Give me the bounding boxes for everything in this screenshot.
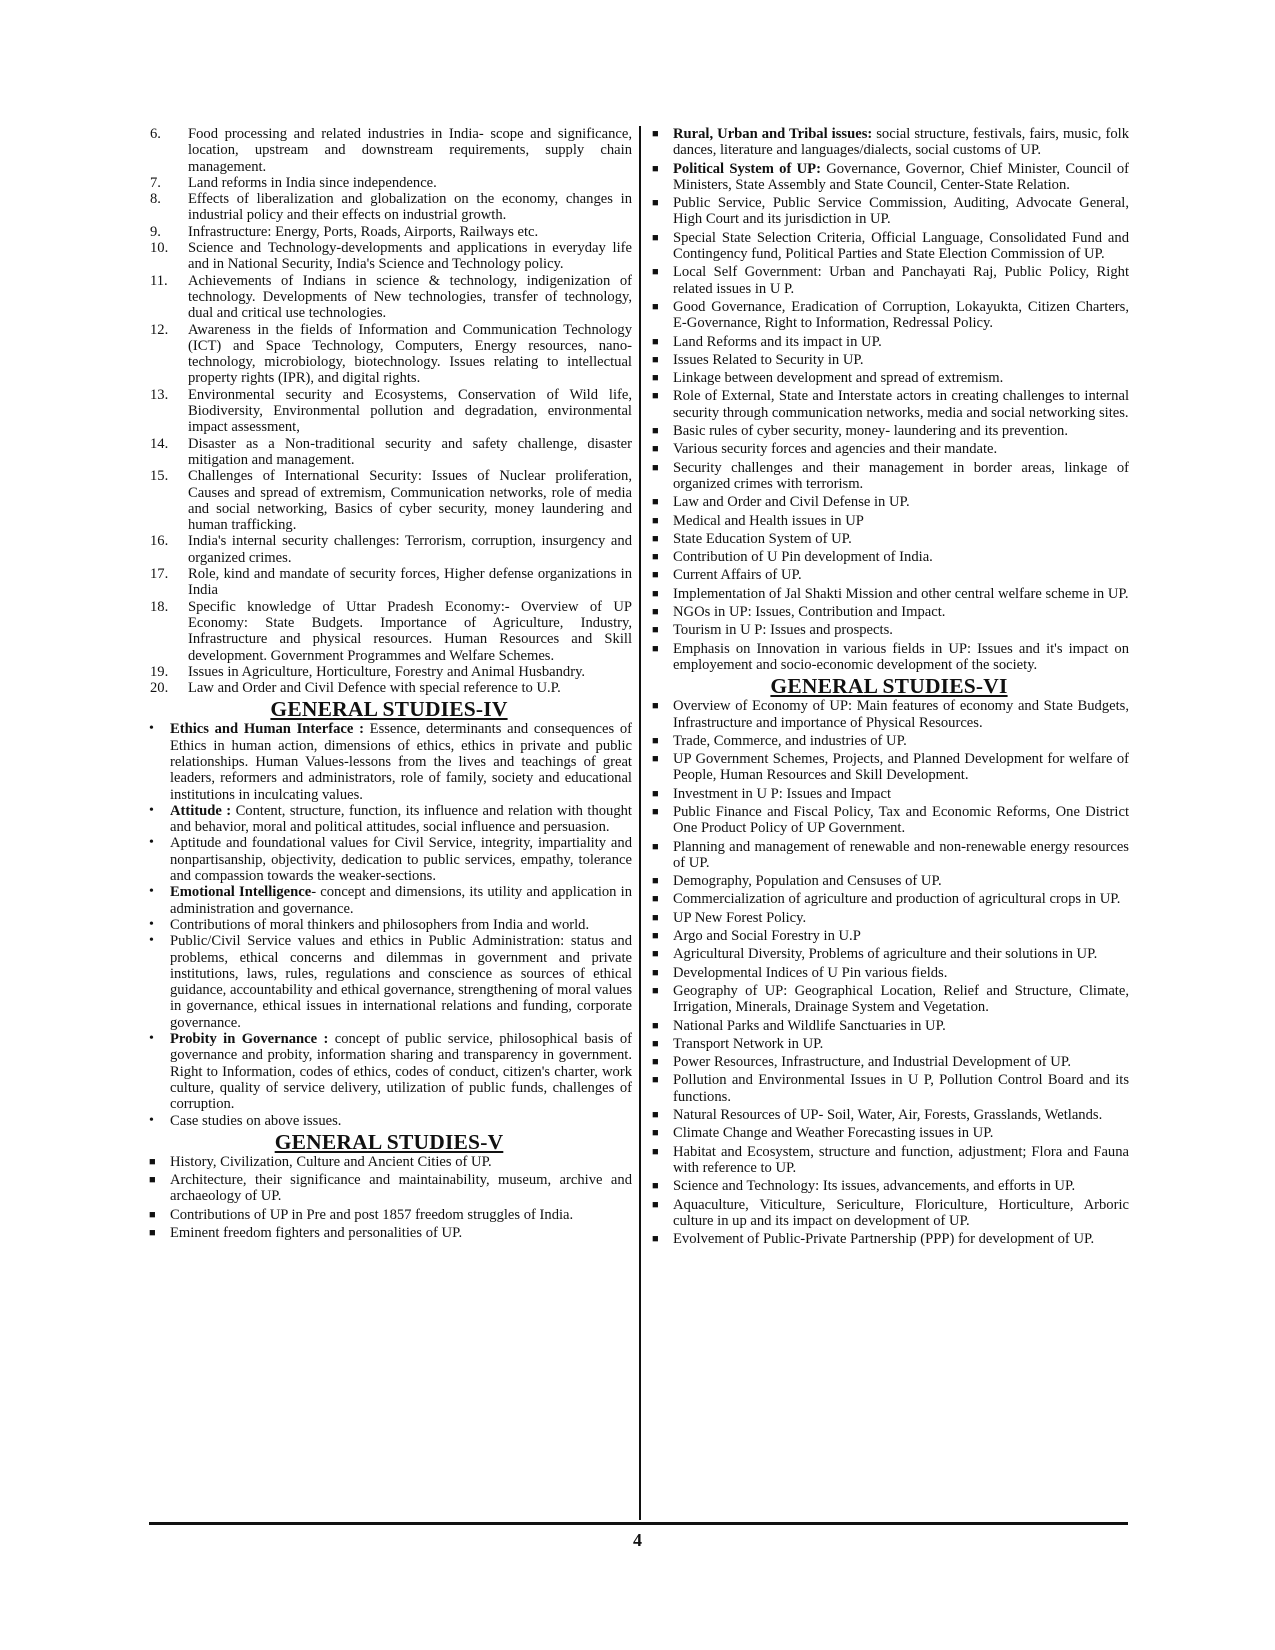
item-text: Emphasis on Innovation in various fields in UP: Issues and it's impact on employement and socio-economic development of the society.	[673, 640, 1129, 673]
bullet-square-icon: ■	[652, 128, 659, 140]
list-item	[146, 1207, 632, 1223]
list-item	[649, 604, 1129, 620]
bullet-square-icon: ■	[652, 911, 659, 924]
item-text: State Education System of UP.	[673, 530, 852, 547]
item-text: Architecture, their significance and maintainability, museum, archive and archaeology of UP.	[170, 1172, 632, 1205]
column-divider	[639, 126, 641, 1520]
item-text: Local Self Government: Urban and Panchayati Raj, Public Policy, Right related issues in U P.	[673, 264, 1129, 297]
bullet-square-icon: ■	[652, 461, 659, 474]
bullet-square-icon: ■	[652, 266, 659, 279]
bullet-square-icon: ■	[652, 642, 659, 655]
item-text: Law and Order and Civil Defense in UP.	[673, 494, 910, 511]
list-item	[649, 513, 1129, 529]
item-text: Commercialization of agriculture and production of agricultural crops in UP.	[673, 891, 1121, 908]
item-number: 9.	[150, 223, 161, 240]
list-item	[146, 322, 632, 387]
bullet-dot-icon: •	[149, 916, 154, 932]
item-text: Evolvement of Public-Private Partnership (PPP) for development of UP.	[673, 1231, 1095, 1248]
item-text: social structure, festivals, fairs, music, folk dances, literature and languages/dialects, social customs of UP.	[673, 126, 1129, 159]
bullet-square-icon: ■	[652, 930, 659, 943]
list-item	[649, 388, 1129, 421]
item-text: Infrastructure: Energy, Ports, Roads, Airports, Railways etc.	[188, 223, 539, 240]
bullet-square-icon: ■	[652, 1145, 659, 1158]
list-item	[146, 721, 632, 802]
list-item	[649, 423, 1129, 439]
item-text: Land reforms in India since independence.	[188, 174, 437, 191]
item-text: Demography, Population and Censuses of UP.	[673, 873, 942, 890]
bullet-square-icon: ■	[652, 840, 659, 853]
bullet-square-icon: ■	[652, 787, 659, 800]
item-text: UP New Forest Policy.	[673, 909, 807, 926]
list-item	[649, 1125, 1129, 1141]
bullet-square-icon: ■	[652, 300, 659, 313]
list-item	[649, 1036, 1129, 1052]
item-number: 12.	[150, 321, 169, 338]
bullet-square-icon: ■	[652, 197, 659, 210]
list-item	[649, 567, 1129, 583]
bullet-square-icon: ■	[652, 875, 659, 888]
list-item	[649, 161, 1129, 194]
item-text: Medical and Health issues in UP	[673, 512, 864, 529]
list-item	[649, 1018, 1129, 1034]
right-column	[649, 126, 1129, 1249]
bullet-square-icon: ■	[652, 753, 659, 766]
item-text: Current Affairs of UP.	[673, 567, 802, 584]
list-item	[649, 334, 1129, 350]
bullet-square-icon: ■	[149, 1155, 156, 1168]
item-text: Contributions of UP in Pre and post 1857 freedom struggles of India.	[170, 1206, 574, 1223]
item-text: Food processing and related industries in India- scope and significance, location, upstream and downstream requirements, supply chain management.	[188, 126, 632, 175]
item-text: Law and Order and Civil Defence with special reference to U.P.	[188, 680, 561, 697]
item-number: 15.	[150, 468, 169, 485]
list-item	[649, 751, 1129, 784]
list-item	[146, 1031, 632, 1112]
bullet-dot-icon: •	[149, 835, 154, 851]
item-text: Issues in Agriculture, Horticulture, Forestry and Animal Husbandry.	[188, 663, 586, 680]
bullet-dot-icon: •	[149, 884, 154, 900]
list-item	[649, 965, 1129, 981]
item-text: Implementation of Jal Shakti Mission and other central welfare scheme in UP.	[673, 585, 1129, 602]
list-item	[146, 387, 632, 436]
item-lead: Emotional Intelligence	[170, 884, 312, 901]
list-item	[649, 195, 1129, 228]
item-text: Essence, determinants and consequences of Ethics in human action, dimensions of ethics, ethics in private and public relationships. Human Values-lessons from the lives and teachings of great leaders, reformers and administrators, role of family, society and educational institutions in inculcating values.	[170, 721, 632, 803]
item-text: Specific knowledge of Uttar Pradesh Economy:- Overview of UP Economy: State Budgets. Importance of Agriculture, Industry, Infrastructure and physical resources. Human Resources and Skill development. Government Programmes and Welfare Schemes.	[188, 598, 632, 664]
item-text: Investment in U P: Issues and Impact	[673, 785, 892, 802]
item-lead: Political System of UP:	[673, 160, 821, 177]
item-text: Argo and Social Forestry in U.P	[673, 928, 861, 945]
list-item	[649, 733, 1129, 749]
item-text: Public/Civil Service values and ethics in Public Administration: status and problems, ethical concerns and dilemmas in government and private institutions, laws, rules, regulations and conscience as sources of ethical guidance, accountability and ethical governance, strengthening of moral values in governance, ethical issues in international relations and funding, corporate governance.	[170, 933, 632, 1031]
list-item	[649, 1231, 1129, 1247]
item-text: Trade, Commerce, and industries of UP.	[673, 732, 907, 749]
bullet-dot-icon: •	[149, 933, 154, 949]
list-item	[146, 436, 632, 469]
item-text: India's internal security challenges: Terrorism, corruption, insurgency and organized crimes.	[188, 533, 632, 566]
item-lead: Ethics and Human Interface :	[170, 721, 364, 738]
list-item	[649, 983, 1129, 1016]
bullet-dot-icon: •	[149, 802, 154, 818]
item-text: Role, kind and mandate of security forces, Higher defense organizations in India	[188, 566, 632, 599]
item-text: Issues Related to Security in UP.	[673, 351, 864, 368]
gs4-topic-list	[146, 721, 632, 1128]
footer-rule	[149, 1522, 1128, 1525]
list-item	[146, 566, 632, 599]
item-text: Overview of Economy of UP: Main features of economy and State Budgets, Infrastructure and importance of Physical Resources.	[673, 698, 1129, 731]
list-item	[146, 803, 632, 836]
list-item	[649, 786, 1129, 802]
list-item	[146, 273, 632, 322]
bullet-square-icon: ■	[652, 532, 659, 545]
page-number: 4	[633, 1530, 642, 1550]
item-text: Effects of liberalization and globalization on the economy, changes in industrial policy and their effects on industrial growth.	[188, 191, 632, 224]
item-text: Role of External, State and Interstate actors in creating challenges to internal security through communication networks, media and social networking sites.	[673, 388, 1129, 421]
item-text: Challenges of International Security: Issues of Nuclear proliferation, Causes and spread of extremism, Communication networks, role of media and social networking, Basics of cyber security, money laundering and human trafficking.	[188, 468, 632, 534]
list-item	[649, 1144, 1129, 1177]
list-item	[649, 370, 1129, 386]
item-text: Agricultural Diversity, Problems of agriculture and their solutions in UP.	[673, 946, 1098, 963]
item-text: Developmental Indices of U Pin various fields.	[673, 964, 948, 981]
list-item	[649, 126, 1129, 159]
numbered-topic-list	[146, 126, 632, 696]
item-text: Good Governance, Eradication of Corruption, Lokayukta, Citizen Charters, E-Governance, Right to Information, Redressal Policy.	[673, 298, 1129, 332]
item-number: 8.	[150, 191, 161, 208]
item-text: History, Civilization, Culture and Ancient Cities of UP.	[170, 1153, 492, 1170]
gs6-topic-list	[649, 698, 1129, 1247]
list-item	[146, 680, 632, 696]
gs6-heading: GENERAL STUDIES-VI	[770, 674, 1008, 699]
list-item	[649, 928, 1129, 944]
bullet-square-icon: ■	[652, 443, 659, 456]
item-text: Public Finance and Fiscal Policy, Tax and Economic Reforms, One District One Product Policy of UP Government.	[673, 803, 1129, 837]
list-item	[146, 1172, 632, 1205]
bullet-square-icon: ■	[652, 1019, 659, 1032]
item-text: National Parks and Wildlife Sanctuaries in UP.	[673, 1017, 946, 1034]
bullet-square-icon: ■	[652, 1233, 659, 1246]
item-number: 20.	[150, 680, 169, 697]
bullet-square-icon: ■	[652, 984, 659, 997]
item-text: Transport Network in UP.	[673, 1035, 824, 1052]
bullet-square-icon: ■	[652, 948, 659, 961]
item-text: Science and Technology-developments and applications in everyday life and in National Security, India's Science and Technology policy.	[188, 240, 632, 273]
list-item	[146, 1154, 632, 1170]
item-text: Contribution of U Pin development of India.	[673, 549, 933, 566]
list-item	[649, 641, 1129, 674]
item-lead: Attitude :	[170, 802, 232, 819]
list-item	[649, 494, 1129, 510]
bullet-square-icon: ■	[652, 624, 659, 637]
item-text: Achievements of Indians in science & technology, indigenization of technology. Developments of New technologies, transfer of technology, dual and critical use technologies.	[188, 272, 632, 322]
bullet-square-icon: ■	[652, 700, 659, 713]
bullet-square-icon: ■	[652, 390, 659, 403]
left-column	[146, 126, 632, 1243]
list-item	[649, 804, 1129, 837]
bullet-dot-icon: •	[149, 1031, 154, 1047]
item-text: Various security forces and agencies and their mandate.	[673, 441, 998, 458]
item-text: Contributions of moral thinkers and philosophers from India and world.	[170, 916, 590, 933]
item-lead: Rural, Urban and Tribal issues:	[673, 126, 873, 142]
item-text: Linkage between development and spread of extremism.	[673, 370, 1004, 387]
bullet-square-icon: ■	[149, 1208, 156, 1221]
bullet-square-icon: ■	[652, 805, 659, 818]
list-item	[649, 441, 1129, 457]
item-text: NGOs in UP: Issues, Contribution and Impact.	[673, 604, 946, 621]
list-item	[649, 1197, 1129, 1230]
list-item	[146, 126, 632, 175]
item-text: UP Government Schemes, Projects, and Planned Development for welfare of People, Human Resources and Skill Development.	[673, 751, 1129, 784]
bullet-square-icon: ■	[652, 1127, 659, 1140]
item-text: Pollution and Environmental Issues in U P, Pollution Control Board and its functions.	[673, 1072, 1129, 1105]
item-text: Special State Selection Criteria, Official Language, Consolidated Fund and Contingency fund, Political Parties and State Election Commission of UP.	[673, 229, 1129, 263]
bullet-square-icon: ■	[149, 1174, 156, 1187]
item-text: - concept and dimensions, its utility and application in administration and governance.	[170, 884, 632, 917]
item-text: Aptitude and foundational values for Civil Service, integrity, impartiality and nonpartisanship, objectivity, dedication to public services, empathy, tolerance and compassion towards the weaker-sections.	[170, 835, 632, 885]
bullet-square-icon: ■	[652, 1109, 659, 1122]
item-text: Basic rules of cyber security, money- laundering and its prevention.	[673, 423, 1068, 440]
item-text: Geography of UP: Geographical Location, Relief and Structure, Climate, Irrigation, Minerals, Drainage System and Vegetation.	[673, 982, 1129, 1016]
item-text: Environmental security and Ecosystems, Conservation of Wild life, Biodiversity, Environmental pollution and degradation, environmental impact assessment,	[188, 386, 632, 436]
list-item	[649, 531, 1129, 547]
item-text: Eminent freedom fighters and personalities of UP.	[170, 1225, 463, 1241]
bullet-square-icon: ■	[652, 353, 659, 366]
list-item	[649, 891, 1129, 907]
item-text: Planning and management of renewable and non-renewable energy resources of UP.	[673, 838, 1129, 871]
bullet-square-icon: ■	[652, 496, 659, 509]
item-number: 13.	[150, 386, 169, 403]
item-text: Habitat and Ecosystem, structure and function, adjustment; Flora and Fauna with reference to UP.	[673, 1143, 1129, 1176]
item-text: Governance, Governor, Chief Minister, Council of Ministers, State Assembly and State Council, Center-State Relation.	[673, 160, 1129, 193]
bullet-square-icon: ■	[652, 514, 659, 527]
list-item	[649, 946, 1129, 962]
list-item	[146, 191, 632, 224]
list-item	[649, 839, 1129, 872]
list-item	[146, 224, 632, 240]
gs5-continued-list	[649, 126, 1129, 673]
item-text: Aquaculture, Viticulture, Sericulture, Floriculture, Horticulture, Arboric culture in up and its impact on development of UP.	[673, 1196, 1129, 1229]
gs5-heading: GENERAL STUDIES-V	[274, 1129, 504, 1154]
bullet-square-icon: ■	[652, 569, 659, 582]
list-item	[649, 1178, 1129, 1194]
list-item	[146, 533, 632, 566]
list-item	[649, 698, 1129, 731]
item-text: Content, structure, function, its influence and relation with thought and behavior, moral and political attitudes, social influence and persuasion.	[170, 802, 632, 836]
list-item	[649, 230, 1129, 263]
item-number: 16.	[150, 533, 169, 550]
gs4-heading: GENERAL STUDIES-IV	[270, 697, 508, 722]
list-item	[146, 468, 632, 533]
item-text: Case studies on above issues.	[170, 1112, 342, 1129]
list-item	[649, 1072, 1129, 1105]
gs5-topic-list	[146, 1154, 632, 1241]
list-item	[146, 884, 632, 917]
bullet-square-icon: ■	[652, 425, 659, 438]
list-item	[649, 622, 1129, 638]
item-text: Science and Technology: Its issues, advancements, and efforts in UP.	[673, 1178, 1076, 1195]
list-item	[649, 873, 1129, 889]
list-item	[146, 175, 632, 191]
list-item	[649, 299, 1129, 332]
list-item	[146, 599, 632, 664]
item-number: 10.	[150, 240, 169, 257]
item-text: Security challenges and their management in border areas, linkage of organized crimes with terrorism.	[673, 459, 1129, 492]
bullet-square-icon: ■	[652, 734, 659, 747]
item-text: Climate Change and Weather Forecasting issues in UP.	[673, 1125, 994, 1142]
list-item	[146, 664, 632, 680]
list-item	[649, 549, 1129, 565]
item-text: Tourism in U P: Issues and prospects.	[673, 622, 893, 639]
list-item	[649, 352, 1129, 368]
bullet-square-icon: ■	[652, 1180, 659, 1193]
list-item	[649, 1107, 1129, 1123]
item-number: 18.	[150, 598, 169, 615]
bullet-dot-icon: •	[149, 1112, 154, 1128]
bullet-square-icon: ■	[652, 231, 659, 244]
list-item	[146, 240, 632, 273]
item-number: 19.	[150, 663, 169, 680]
bullet-dot-icon: •	[149, 721, 154, 737]
item-text: Public Service, Public Service Commission, Auditing, Advocate General, High Court and its jurisdiction in UP.	[673, 195, 1129, 228]
bullet-square-icon: ■	[652, 1198, 659, 1211]
bullet-square-icon: ■	[652, 551, 659, 564]
item-number: 7.	[150, 174, 161, 191]
list-item	[146, 1113, 632, 1129]
item-text: Awareness in the fields of Information and Communication Technology (ICT) and Space Technology, Computers, Energy resources, nano- technology, microbiology, biotechnology. Issues relating to intellectual property rights (IPR), and digital rights.	[188, 321, 632, 387]
bullet-square-icon: ■	[652, 1037, 659, 1050]
list-item	[649, 910, 1129, 926]
item-text: Natural Resources of UP- Soil, Water, Air, Forests, Grasslands, Wetlands.	[673, 1107, 1103, 1124]
bullet-square-icon: ■	[149, 1227, 156, 1239]
item-text: Land Reforms and its impact in UP.	[673, 333, 882, 350]
bullet-square-icon: ■	[652, 606, 659, 619]
bullet-square-icon: ■	[652, 587, 659, 600]
item-text: Disaster as a Non-traditional security and safety challenge, disaster mitigation and management.	[188, 435, 632, 468]
list-item	[649, 586, 1129, 602]
list-item	[146, 1225, 632, 1241]
item-lead: Probity in Governance :	[170, 1031, 329, 1048]
item-text: concept of public service, philosophical basis of governance and probity, information sharing and transparency in government. Right to Information, codes of ethics, codes of conduct, citizen's charter, work culture, quality of service delivery, utilization of public funds, challenges of corruption.	[170, 1031, 632, 1113]
item-text: Power Resources, Infrastructure, and Industrial Development of UP.	[673, 1054, 1071, 1071]
list-item	[146, 835, 632, 884]
bullet-square-icon: ■	[652, 162, 659, 175]
list-item	[649, 460, 1129, 493]
item-number: 17.	[150, 566, 169, 583]
list-item	[146, 917, 632, 933]
item-number: 14.	[150, 435, 169, 452]
bullet-square-icon: ■	[652, 893, 659, 906]
bullet-square-icon: ■	[652, 1074, 659, 1087]
bullet-square-icon: ■	[652, 1056, 659, 1069]
item-number: 11.	[150, 272, 168, 289]
list-item	[649, 1054, 1129, 1070]
bullet-square-icon: ■	[652, 966, 659, 979]
bullet-square-icon: ■	[652, 335, 659, 348]
bullet-square-icon: ■	[652, 372, 659, 385]
item-number: 6.	[150, 126, 161, 142]
list-item	[146, 933, 632, 1031]
list-item	[649, 264, 1129, 297]
